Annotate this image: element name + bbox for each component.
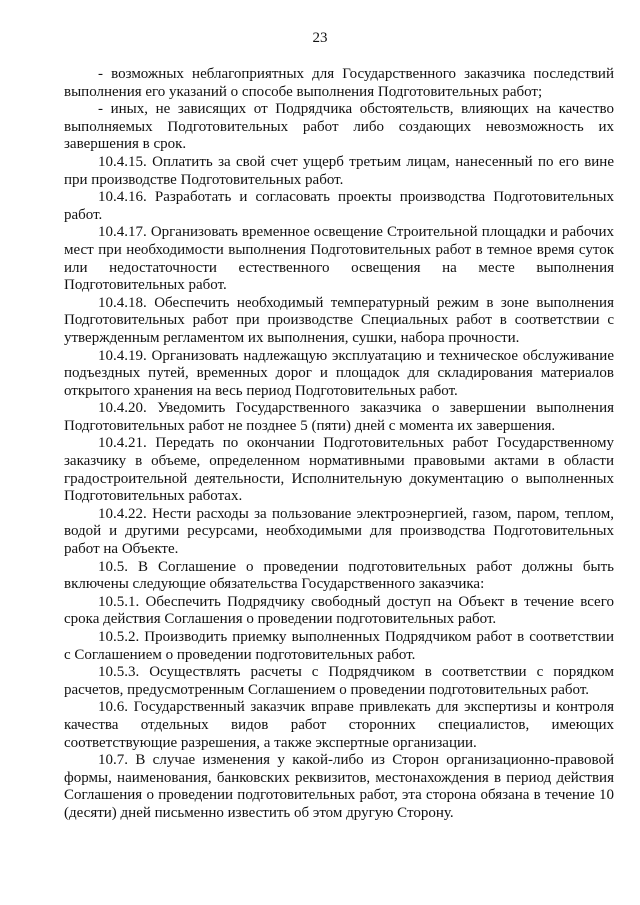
paragraph-10-4-22: 10.4.22. Нести расходы за пользование электроэнергией, газом, паром, теплом, водой и другими ресурсами, необходимыми для производства Подготовительных работ на Объекте. <box>64 505 614 558</box>
paragraph-10-4-15: 10.4.15. Оплатить за свой счет ущерб третьим лицам, нанесенный по его вине при производстве Подготовительных работ. <box>64 153 614 188</box>
paragraph-10-4-19: 10.4.19. Организовать надлежащую эксплуатацию и техническое обслуживание подъездных путей, временных дорог и площадок для складирования материалов открытого хранения на весь период Подготовительных работ. <box>64 347 614 399</box>
paragraph-10-4-18: 10.4.18. Обеспечить необходимый температурный режим в зоне выполнения Подготовительных работ при производстве Специальных работ в соответствии с утвержденным регламентом их выполнения, сушки, набора прочности. <box>64 294 614 346</box>
document-body <box>64 66 614 823</box>
paragraph-10-5-2: 10.5.2. Производить приемку выполненных Подрядчиком работ в соответствии с Соглашением о проведении подготовительных работ. <box>64 629 614 663</box>
paragraph-circumstances: - иных, не зависящих от Подрядчика обстоятельств, влияющих на качество выполняемых Подготовительных работ либо создающих невозможность их завершения в срок. <box>64 101 614 153</box>
paragraph-10-5-1: 10.5.1. Обеспечить Подрядчику свободный доступ на Объект в течение всего срока действия Соглашения о проведении подготовительных работ. <box>64 593 614 628</box>
page-number: 23 <box>312 30 328 46</box>
paragraph-10-5: 10.5. В Соглашение о проведении подготовительных работ должны быть включены следующие обязательства Государственного заказчика: <box>64 558 614 593</box>
paragraph-10-7: 10.7. В случае изменения у какой-либо из Сторон организационно-правовой формы, наименования, банковских реквизитов, местонахождения в период действия Соглашения о проведении подготовительных работ, эта сторона обязана в течение 10 (десяти) дней письменно известить об этом другую Сторону. <box>64 752 614 821</box>
paragraph-10-4-21: 10.4.21. Передать по окончании Подготовительных работ Государственному заказчику в объеме, определенном нормативными правовыми актами в области градостроительной деятельности, Исполнительную документацию о выполненных Подготовительных работах. <box>64 435 614 505</box>
paragraph-10-4-16: 10.4.16. Разработать и согласовать проекты производства Подготовительных работ. <box>64 189 614 223</box>
paragraph-10-4-17: 10.4.17. Организовать временное освещение Строительной площадки и рабочих мест при необходимости выполнения Подготовительных работ в темное время суток или недостаточности естественного освещения на месте выполнения Подготовительных работ. <box>64 224 614 294</box>
paragraph-10-5-3: 10.5.3. Осуществлять расчеты с Подрядчиком в соответствии с порядком расчетов, предусмотренным Соглашением о проведении подготовительных работ. <box>64 664 614 698</box>
paragraph-consequences: - возможных неблагоприятных для Государственного заказчика последствий выполнения его указаний о способе выполнения Подготовительных работ; <box>64 66 614 100</box>
paragraph-10-6: 10.6. Государственный заказчик вправе привлекать для экспертизы и контроля качества отдельных видов работ сторонних специалистов, имеющих соответствующие разрешения, а также экспертные организации. <box>64 699 614 751</box>
paragraph-10-4-20: 10.4.20. Уведомить Государственного заказчика о завершении выполнения Подготовительных работ не позднее 5 (пяти) дней с момента их завершения. <box>64 400 614 434</box>
